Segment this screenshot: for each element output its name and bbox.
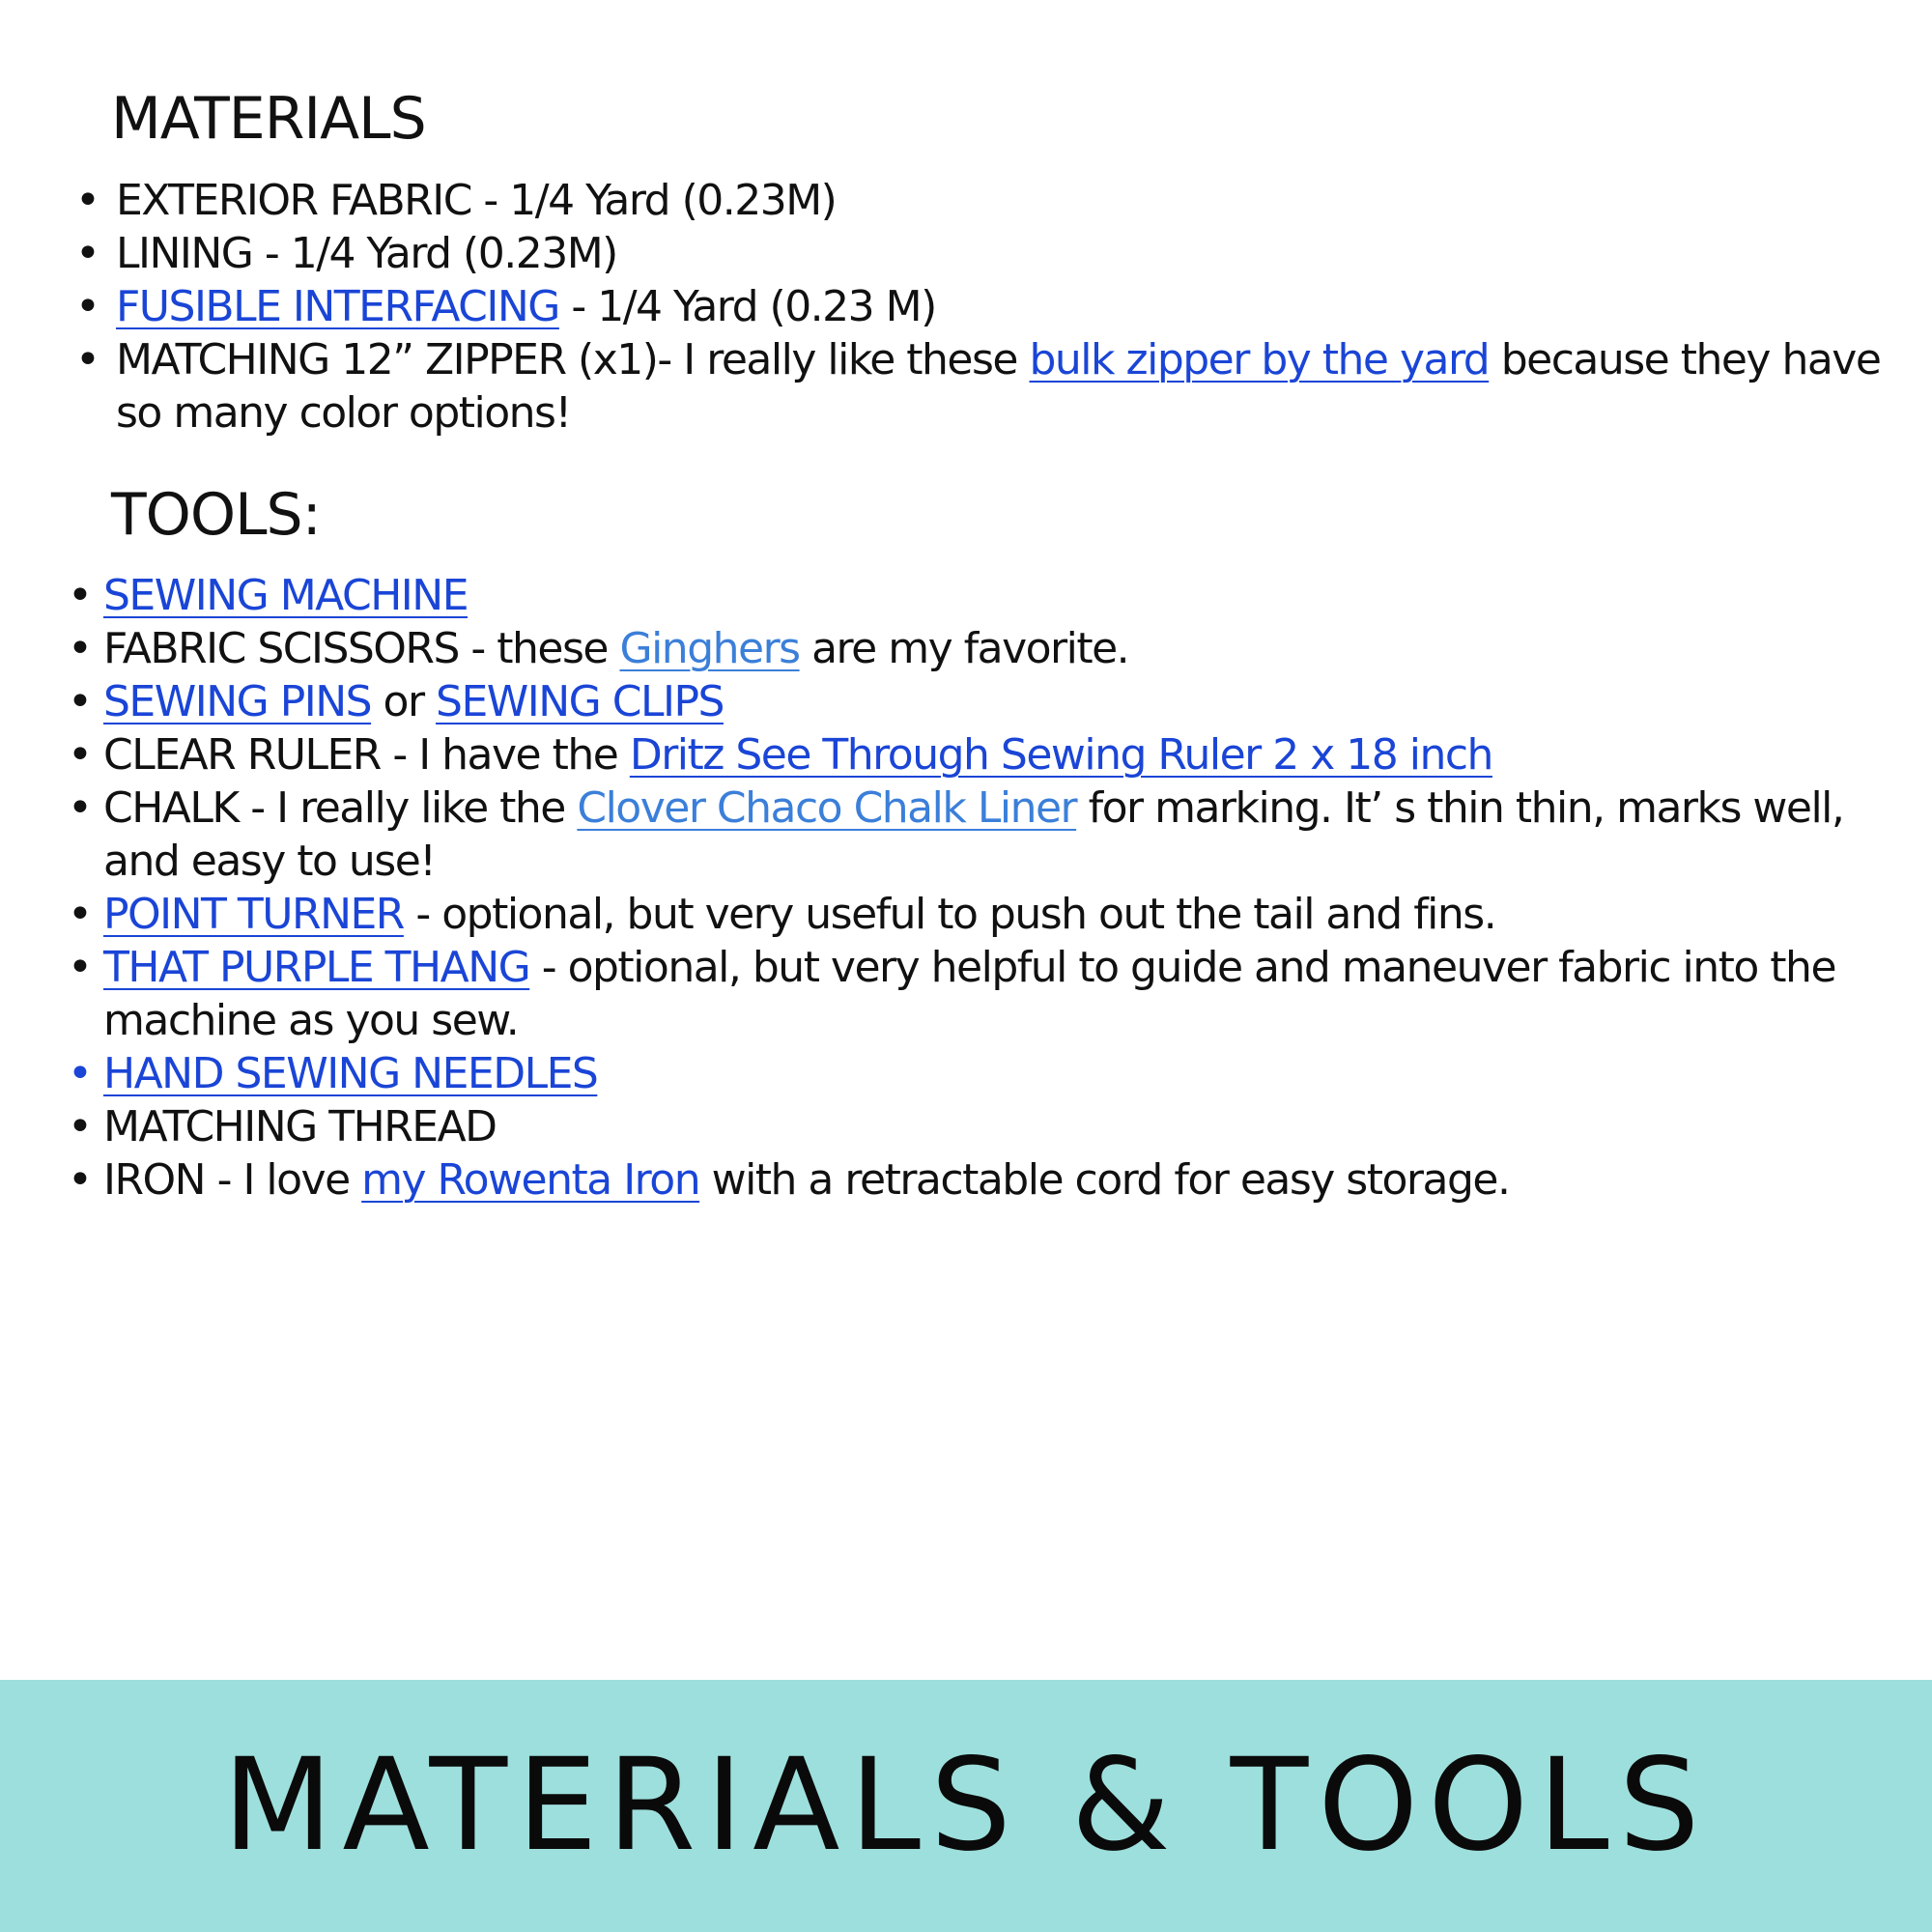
banner-title: MATERIALS & TOOLS [222, 1731, 1710, 1880]
item-text: or [371, 677, 437, 726]
item-text: MATCHING 12” ZIPPER (x1)- I really like these [116, 335, 1030, 384]
item-text: FABRIC SCISSORS - these [103, 624, 620, 673]
bullet-dot-icon: • [68, 943, 92, 992]
link-bulk-zipper[interactable]: bulk zipper by the yard [1029, 335, 1490, 384]
item-text: CLEAR RULER - I have the [103, 730, 630, 780]
bullet-dot-icon: • [68, 624, 92, 673]
item-text: with a retractable cord for easy storage. [699, 1155, 1510, 1205]
item-text: - optional, but very useful to push out the tail and fins. [403, 890, 1496, 939]
item-text: CHALK - I really like the [103, 783, 578, 833]
link-sewing-pins[interactable]: SEWING PINS [103, 677, 372, 726]
item-text: because they have so many color options! [116, 335, 1881, 438]
item-text: EXTERIOR FABRIC - 1/4 Yard (0.23M) [116, 176, 837, 225]
tools-list [68, 569, 1893, 1207]
list-item-chalk [68, 781, 1893, 888]
list-item-purple-thang [68, 941, 1893, 1047]
bullet-dot-icon: • [68, 1049, 92, 1098]
link-fusible-interfacing[interactable]: FUSIBLE INTERFACING [116, 282, 559, 331]
list-item-lining [75, 227, 1891, 280]
list-item-point-turner [68, 888, 1893, 941]
list-item-matching-thread [68, 1100, 1893, 1153]
materials-heading: MATERIALS [111, 85, 426, 153]
list-item-sewing-machine [68, 569, 1893, 622]
link-sewing-clips[interactable]: SEWING CLIPS [436, 677, 724, 726]
list-item-fabric-scissors [68, 622, 1893, 675]
bullet-dot-icon: • [68, 783, 92, 833]
list-item-zipper [75, 333, 1891, 440]
bullet-dot-icon: • [75, 229, 99, 278]
list-item-exterior-fabric [75, 174, 1891, 227]
bullet-dot-icon: • [68, 730, 92, 780]
materials-list [75, 174, 1891, 440]
bullet-dot-icon: • [68, 677, 92, 726]
item-text: - optional, but very helpful to guide and maneuver fabric into the machine as you sew. [103, 943, 1836, 1045]
link-sewing-machine[interactable]: SEWING MACHINE [103, 571, 468, 620]
tools-heading: TOOLS: [111, 481, 321, 549]
bullet-dot-icon: • [68, 1102, 92, 1151]
link-ginghers[interactable]: Ginghers [619, 624, 800, 673]
link-point-turner[interactable]: POINT TURNER [103, 890, 404, 939]
list-item-fusible-interfacing [75, 280, 1891, 333]
link-purple-thang[interactable]: THAT PURPLE THANG [103, 943, 530, 992]
item-text: MATCHING THREAD [103, 1102, 497, 1151]
item-text: IRON - I love [103, 1155, 362, 1205]
bullet-dot-icon: • [68, 1155, 92, 1205]
bullet-dot-icon: • [68, 571, 92, 620]
link-clover-chalk[interactable]: Clover Chaco Chalk Liner [577, 783, 1077, 833]
item-text: LINING - 1/4 Yard (0.23M) [116, 229, 617, 278]
item-text: - 1/4 Yard (0.23 M) [558, 282, 936, 331]
link-rowenta-iron[interactable]: my Rowenta Iron [361, 1155, 700, 1205]
link-dritz-ruler[interactable]: Dritz See Through Sewing Ruler 2 x 18 inch [629, 730, 1492, 780]
title-banner [0, 1680, 1932, 1932]
list-item-pins-clips [68, 675, 1893, 728]
link-hand-sewing-needles[interactable]: HAND SEWING NEEDLES [103, 1049, 598, 1098]
list-item-clear-ruler [68, 728, 1893, 781]
bullet-dot-icon: • [75, 282, 99, 331]
list-item-iron [68, 1153, 1893, 1207]
item-text: are my favorite. [799, 624, 1129, 673]
bullet-dot-icon: • [75, 176, 99, 225]
bullet-dot-icon: • [75, 335, 99, 384]
bullet-dot-icon: • [68, 890, 92, 939]
list-item-hand-sewing-needles [68, 1047, 1893, 1100]
item-text: for marking. It’ s thin thin, marks well, and easy to use! [103, 783, 1844, 886]
